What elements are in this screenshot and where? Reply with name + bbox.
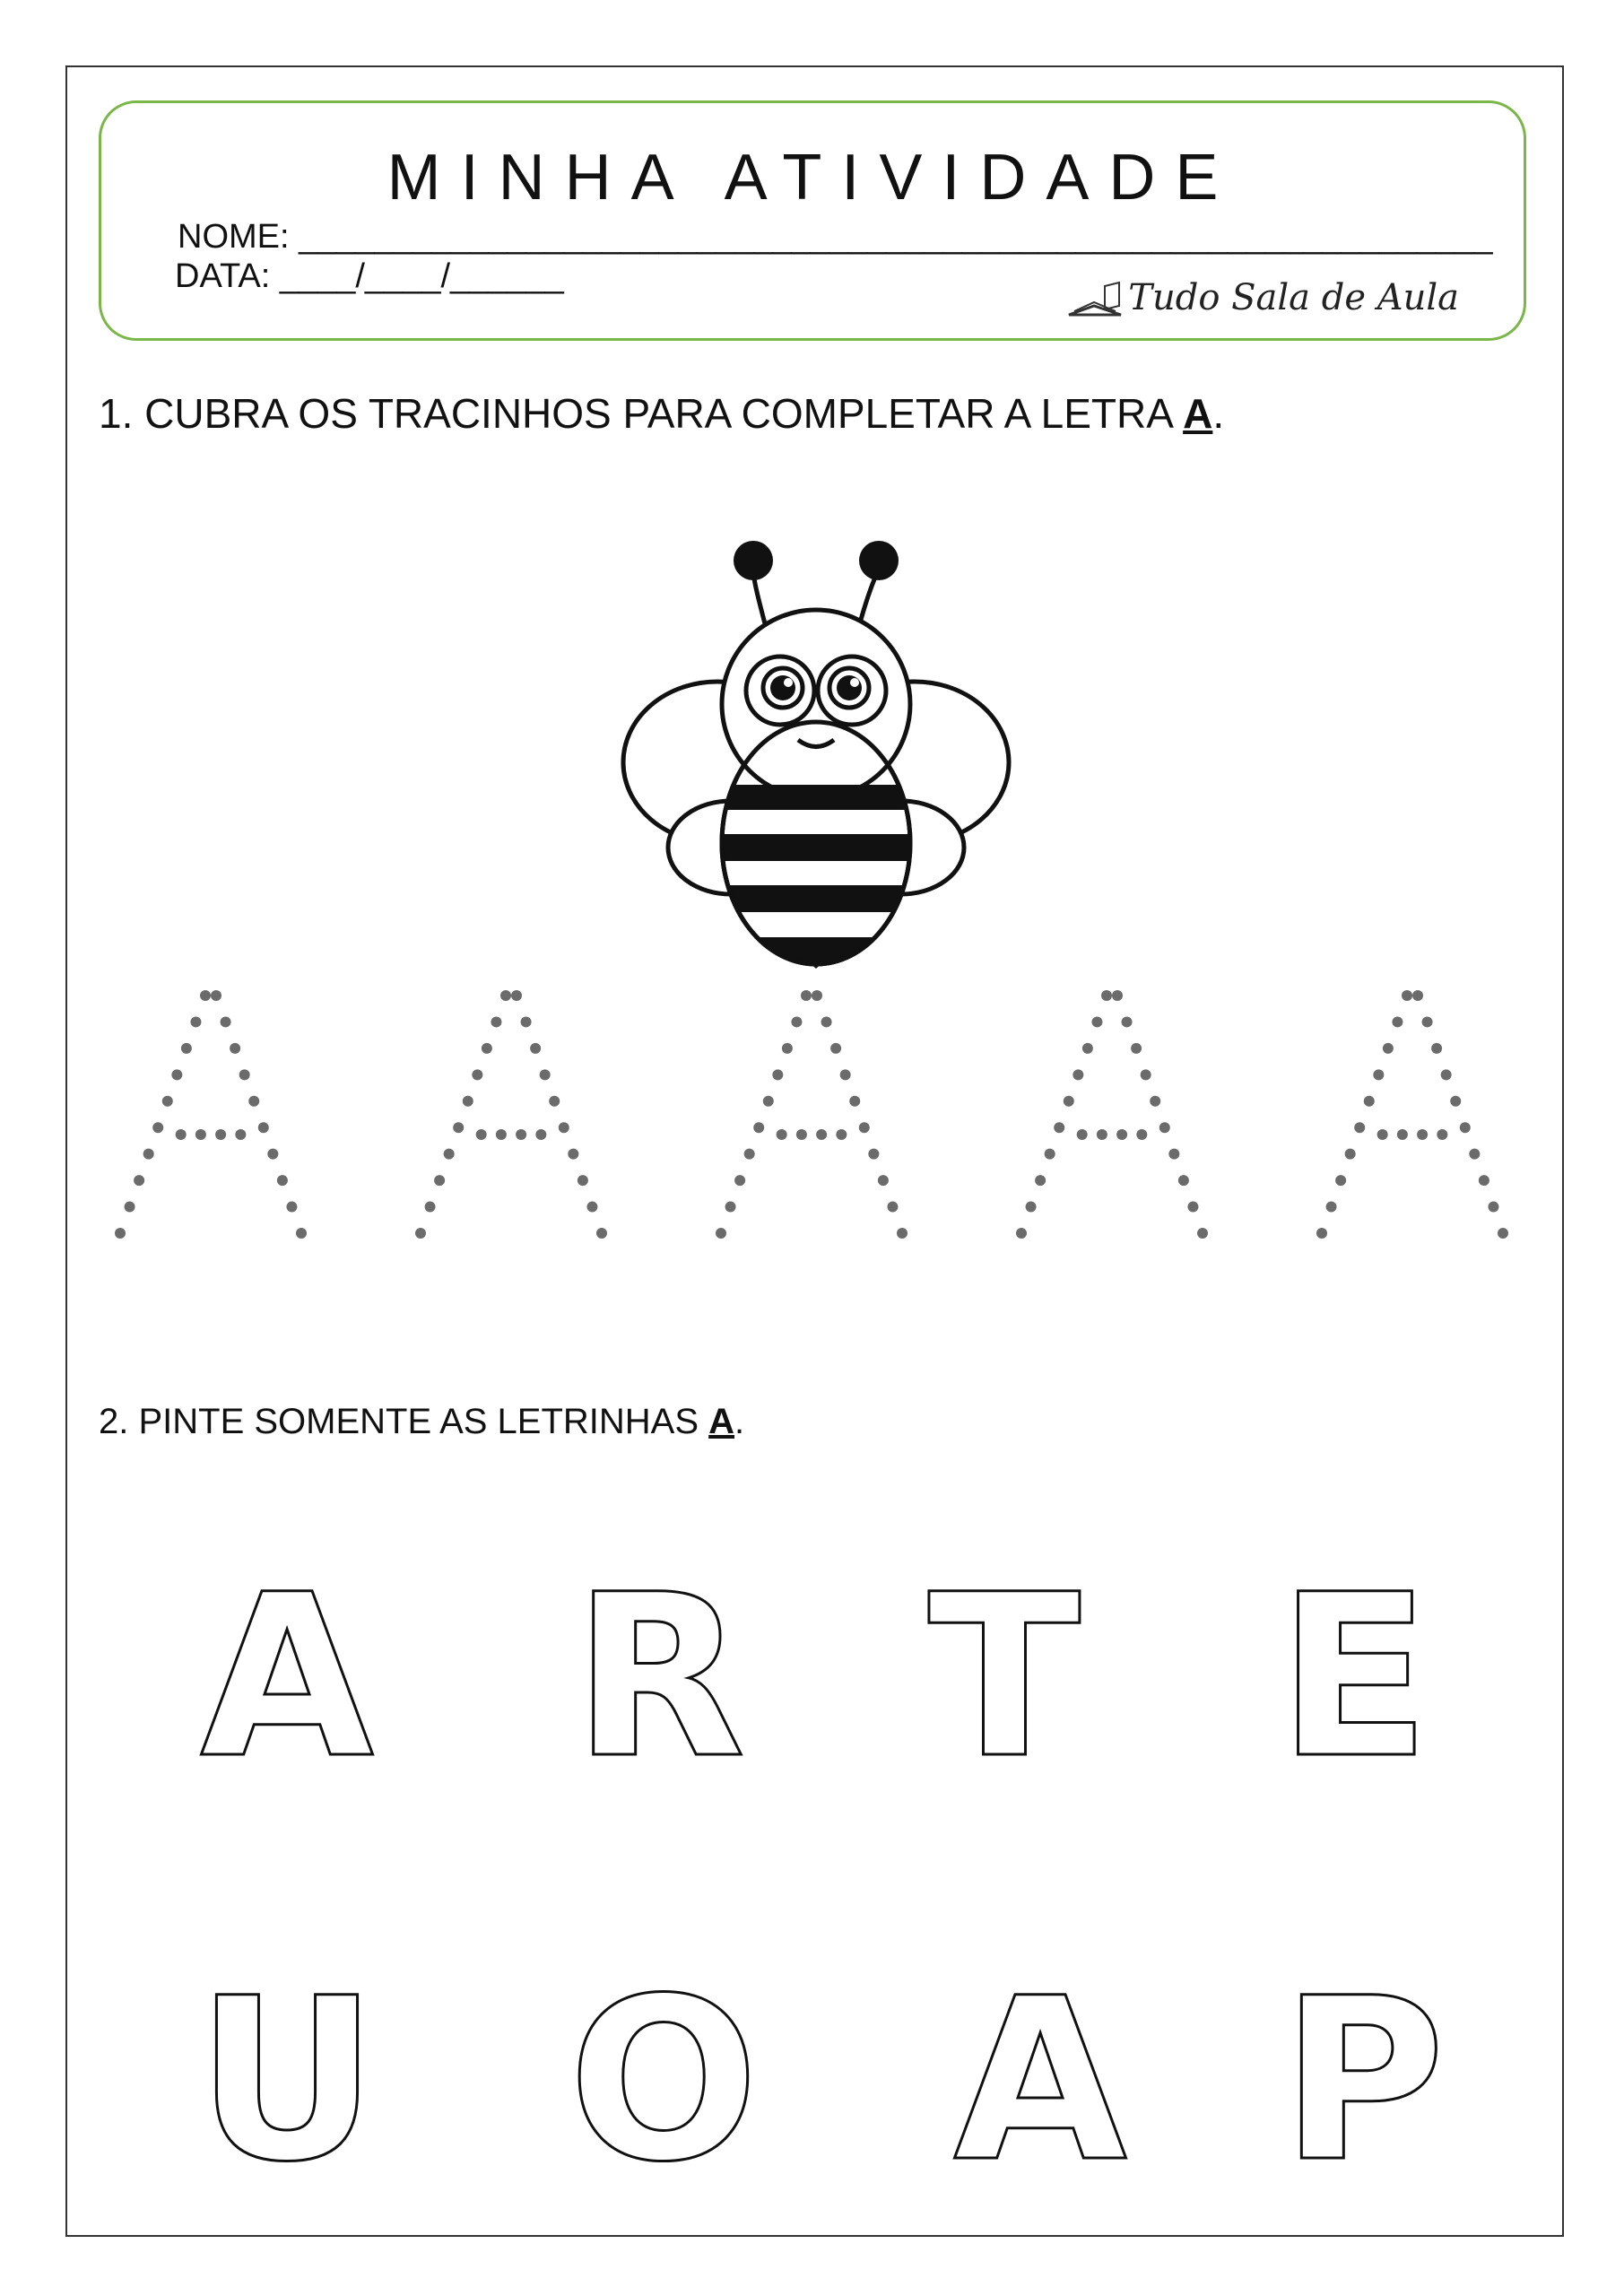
trace-dot — [1377, 1129, 1388, 1140]
trace-dot — [782, 1043, 793, 1054]
trace-dot — [1045, 1149, 1055, 1160]
trace-dot — [753, 1122, 764, 1133]
trace-dot — [1073, 1069, 1083, 1080]
trace-dot — [772, 1069, 783, 1080]
trace-dot — [540, 1069, 551, 1080]
dotted-letter-a[interactable] — [716, 990, 908, 1239]
trace-dot — [134, 1175, 144, 1186]
trace-dot — [530, 1043, 541, 1054]
trace-dot — [230, 1043, 240, 1054]
trace-dot — [1402, 990, 1412, 1001]
book-icon — [1065, 279, 1125, 318]
dotted-letter-row — [0, 987, 1624, 1274]
trace-dot — [1178, 1175, 1189, 1186]
trace-dot — [296, 1228, 307, 1239]
trace-dot — [1373, 1069, 1384, 1080]
paint-letter[interactable]: R — [572, 1546, 746, 1807]
trace-dot — [1054, 1122, 1064, 1133]
trace-dot — [521, 1016, 532, 1027]
trace-dot — [559, 1122, 569, 1133]
trace-dot — [1412, 990, 1423, 1001]
trace-dot — [511, 990, 522, 1001]
name-field[interactable]: NOME: _______________________________________________________________ — [178, 218, 1493, 256]
paint-letter[interactable]: P — [1281, 1950, 1446, 2211]
question-2-letter: A — [708, 1402, 735, 1441]
bee-icon — [610, 534, 1022, 964]
trace-dot — [1326, 1202, 1337, 1213]
trace-dot — [1035, 1175, 1046, 1186]
brand-logo — [1065, 277, 1459, 318]
trace-dot — [1383, 1043, 1394, 1054]
trace-dot — [277, 1175, 288, 1186]
trace-dot — [171, 1069, 182, 1080]
trace-dot — [821, 1016, 832, 1027]
paint-letter[interactable]: A — [200, 1546, 374, 1807]
trace-dot — [1397, 1129, 1408, 1140]
trace-dot — [248, 1096, 259, 1107]
trace-dot — [125, 1202, 135, 1213]
trace-dot — [868, 1149, 879, 1160]
trace-dot — [482, 1043, 492, 1054]
trace-dot — [1450, 1096, 1461, 1107]
trace-dot — [434, 1175, 445, 1186]
trace-dot — [491, 1016, 501, 1027]
trace-dot — [162, 1096, 173, 1107]
question-1-text: 1. CUBRA OS TRACINHOS PARA COMPLETAR A LETRA — [99, 390, 1184, 437]
trace-dot — [1498, 1228, 1508, 1239]
trace-dot — [1345, 1149, 1356, 1160]
trace-dot — [1016, 1228, 1027, 1239]
question-1-letter: A — [1183, 390, 1213, 437]
trace-dot — [1197, 1228, 1208, 1239]
trace-dot — [1417, 1129, 1428, 1140]
page-title: MINHA ATIVIDADE — [386, 142, 1238, 213]
trace-dot — [744, 1149, 755, 1160]
trace-dot — [1159, 1122, 1170, 1133]
trace-dot — [476, 1129, 487, 1140]
trace-dot — [1422, 1016, 1433, 1027]
dotted-letter-a[interactable] — [1016, 990, 1208, 1239]
trace-dot — [887, 1202, 898, 1213]
trace-dot — [816, 1129, 827, 1140]
trace-dot — [1116, 1129, 1127, 1140]
question-1 — [99, 389, 1224, 438]
trace-dot — [1441, 1069, 1452, 1080]
trace-dot — [415, 1228, 426, 1239]
trace-dot — [1469, 1149, 1480, 1160]
trace-dot — [549, 1096, 560, 1107]
trace-dot — [801, 990, 812, 1001]
trace-dot — [1437, 1129, 1447, 1140]
trace-dot — [568, 1149, 578, 1160]
trace-dot — [716, 1228, 726, 1239]
trace-dot — [1431, 1043, 1442, 1054]
trace-dot — [1136, 1129, 1147, 1140]
trace-dot — [1064, 1096, 1074, 1107]
trace-dot — [1392, 1016, 1403, 1027]
trace-dot — [849, 1096, 860, 1107]
trace-dot — [1077, 1129, 1088, 1140]
paint-letter[interactable]: O — [568, 1950, 760, 2211]
dotted-letter-a[interactable] — [115, 990, 307, 1239]
trace-dot — [267, 1149, 278, 1160]
trace-dot — [143, 1149, 154, 1160]
trace-dot — [1150, 1096, 1160, 1107]
trace-dot — [472, 1069, 482, 1080]
trace-dot — [812, 990, 822, 1001]
date-field[interactable]: DATA: ____/____/______ — [175, 257, 564, 295]
paint-letter[interactable]: T — [927, 1546, 1081, 1807]
trace-dot — [791, 1016, 802, 1027]
trace-dot — [763, 1096, 774, 1107]
trace-dot — [725, 1202, 736, 1213]
trace-dot — [796, 1129, 807, 1140]
question-2 — [99, 1402, 744, 1442]
trace-dot — [1112, 990, 1123, 1001]
trace-dot — [190, 1016, 201, 1027]
trace-dot — [200, 990, 211, 1001]
trace-dot — [1168, 1149, 1179, 1160]
trace-dot — [176, 1129, 187, 1140]
trace-dot — [453, 1122, 464, 1133]
paint-letter[interactable]: U — [195, 1950, 378, 2211]
paint-letter[interactable]: A — [953, 1950, 1127, 2211]
brand-text: Tudo Sala de Aula — [1128, 277, 1459, 318]
trace-dot — [734, 1175, 745, 1186]
trace-dot — [195, 1129, 206, 1140]
trace-dot — [878, 1175, 889, 1186]
trace-dot — [777, 1129, 787, 1140]
trace-dot — [1364, 1096, 1375, 1107]
dotted-letter-a[interactable] — [1316, 990, 1508, 1239]
trace-dot — [500, 990, 511, 1001]
trace-dot — [859, 1122, 870, 1133]
trace-dot — [239, 1069, 250, 1080]
trace-dot — [211, 990, 221, 1001]
trace-dot — [1091, 1016, 1102, 1027]
trace-dot — [152, 1122, 163, 1133]
question-2-text: 2. PINTE SOMENTE AS LETRINHAS — [99, 1402, 709, 1441]
trace-dot — [516, 1129, 526, 1140]
question-2-suffix: . — [734, 1402, 745, 1441]
trace-dot — [1082, 1043, 1093, 1054]
paint-letter[interactable]: E — [1277, 1546, 1431, 1807]
trace-dot — [444, 1149, 455, 1160]
trace-dot — [1460, 1122, 1471, 1133]
trace-dot — [1131, 1043, 1142, 1054]
trace-dot — [836, 1129, 847, 1140]
trace-dot — [286, 1202, 297, 1213]
trace-dot — [1187, 1202, 1198, 1213]
trace-dot — [535, 1129, 546, 1140]
trace-dot — [1101, 990, 1112, 1001]
dotted-letter-a[interactable] — [415, 990, 607, 1239]
trace-dot — [181, 1043, 192, 1054]
trace-dot — [221, 1016, 231, 1027]
trace-dot — [1354, 1122, 1365, 1133]
trace-dot — [1335, 1175, 1346, 1186]
trace-dot — [1026, 1202, 1037, 1213]
trace-dot — [596, 1228, 607, 1239]
trace-dot — [1488, 1202, 1498, 1213]
trace-dot — [215, 1129, 226, 1140]
trace-dot — [586, 1202, 597, 1213]
trace-dot — [258, 1122, 269, 1133]
trace-dot — [1316, 1228, 1327, 1239]
trace-dot — [1479, 1175, 1489, 1186]
trace-dot — [1141, 1069, 1151, 1080]
trace-dot — [578, 1175, 588, 1186]
trace-dot — [496, 1129, 507, 1140]
trace-dot — [425, 1202, 436, 1213]
trace-dot — [840, 1069, 851, 1080]
trace-dot — [115, 1228, 126, 1239]
question-1-suffix: . — [1212, 390, 1225, 437]
header-box — [99, 100, 1526, 341]
trace-dot — [1122, 1016, 1133, 1027]
trace-dot — [1097, 1129, 1107, 1140]
trace-dot — [235, 1129, 246, 1140]
trace-dot — [897, 1228, 908, 1239]
trace-dot — [830, 1043, 841, 1054]
trace-dot — [463, 1096, 473, 1107]
